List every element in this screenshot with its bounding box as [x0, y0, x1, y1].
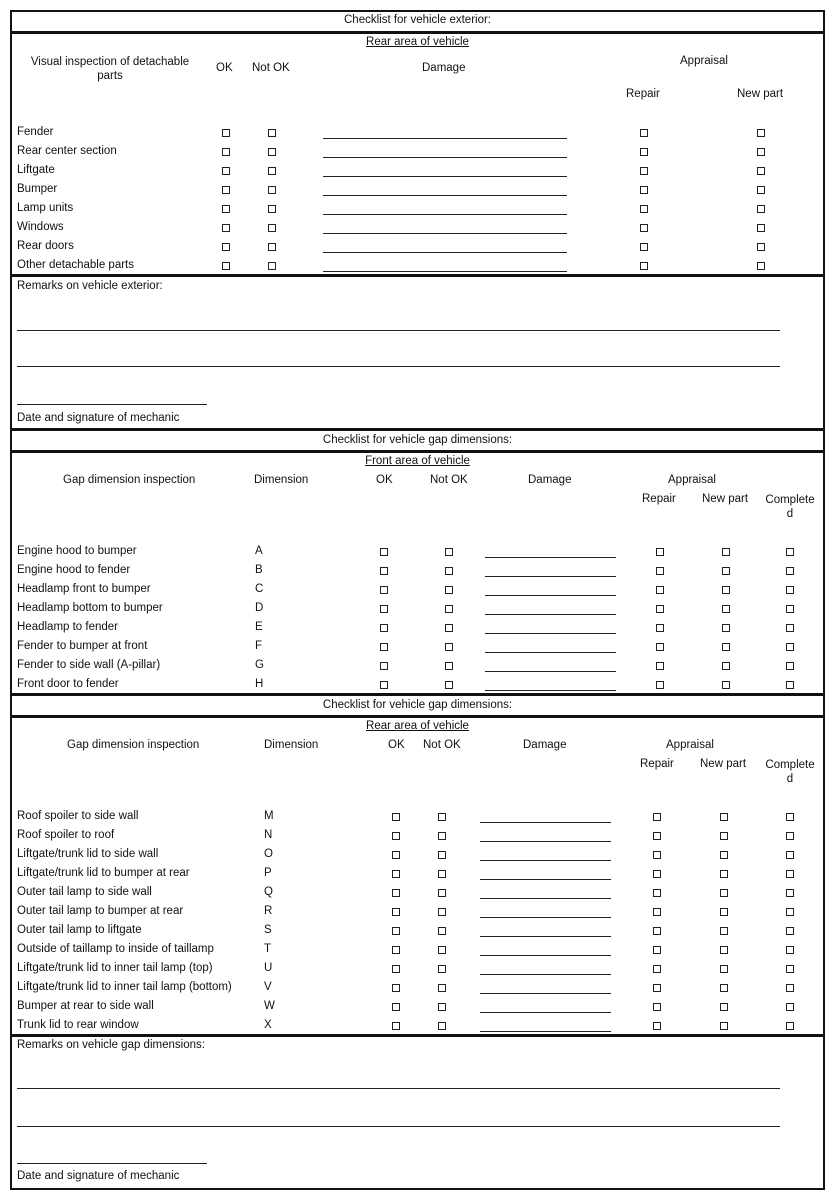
ok-checkbox[interactable]	[380, 605, 388, 613]
signature-line[interactable]	[17, 404, 207, 405]
ok-checkbox[interactable]	[222, 186, 230, 194]
row-dimension: H	[255, 678, 264, 690]
row-dimension: E	[255, 621, 263, 633]
row-dimension: O	[264, 848, 273, 860]
header-not-ok: Not OK	[252, 62, 290, 74]
repair-checkbox[interactable]	[656, 605, 664, 613]
repair-checkbox[interactable]	[640, 148, 648, 156]
not-ok-checkbox[interactable]	[438, 870, 446, 878]
new-part-checkbox[interactable]	[720, 1022, 728, 1030]
new-part-checkbox[interactable]	[722, 548, 730, 556]
damage-line[interactable]	[480, 879, 611, 880]
repair-checkbox[interactable]	[656, 567, 664, 575]
exterior-signature-label: Date and signature of mechanic	[17, 412, 180, 424]
repair-checkbox[interactable]	[653, 927, 661, 935]
ok-checkbox[interactable]	[392, 889, 400, 897]
exterior-remarks-label: Remarks on vehicle exterior:	[17, 280, 163, 292]
not-ok-checkbox[interactable]	[445, 586, 453, 594]
ok-checkbox[interactable]	[222, 148, 230, 156]
row-dimension: S	[264, 924, 272, 936]
ok-checkbox[interactable]	[380, 681, 388, 689]
not-ok-checkbox[interactable]	[438, 908, 446, 916]
row-dimension: X	[264, 1019, 272, 1031]
damage-line[interactable]	[480, 955, 611, 956]
ok-checkbox[interactable]	[392, 1022, 400, 1030]
completed-checkbox[interactable]	[786, 624, 794, 632]
ok-checkbox[interactable]	[392, 984, 400, 992]
not-ok-checkbox[interactable]	[445, 567, 453, 575]
new-part-checkbox[interactable]	[720, 851, 728, 859]
row-label: Headlamp to fender	[17, 621, 119, 633]
completed-checkbox[interactable]	[786, 567, 794, 575]
divider	[10, 274, 825, 277]
ok-checkbox[interactable]	[392, 1003, 400, 1011]
damage-line[interactable]	[485, 633, 616, 634]
completed-checkbox[interactable]	[786, 605, 794, 613]
completed-checkbox[interactable]	[786, 548, 794, 556]
header-ok: OK	[388, 739, 405, 751]
repair-checkbox[interactable]	[640, 129, 648, 137]
repair-checkbox[interactable]	[640, 186, 648, 194]
repair-checkbox[interactable]	[656, 662, 664, 670]
ok-checkbox[interactable]	[392, 908, 400, 916]
row-label: Outer tail lamp to liftgate	[17, 924, 142, 936]
row-label: Liftgate/trunk lid to inner tail lamp (bottom)	[17, 981, 232, 993]
damage-line[interactable]	[485, 595, 616, 596]
divider	[10, 428, 825, 431]
repair-checkbox[interactable]	[656, 548, 664, 556]
divider	[10, 693, 825, 696]
not-ok-checkbox[interactable]	[438, 851, 446, 859]
ok-checkbox[interactable]	[392, 927, 400, 935]
new-part-checkbox[interactable]	[720, 813, 728, 821]
damage-line[interactable]	[485, 576, 616, 577]
not-ok-checkbox[interactable]	[438, 984, 446, 992]
completed-checkbox[interactable]	[786, 681, 794, 689]
ok-checkbox[interactable]	[380, 662, 388, 670]
repair-checkbox[interactable]	[653, 984, 661, 992]
row-label: Fender	[17, 126, 54, 138]
new-part-checkbox[interactable]	[757, 243, 765, 251]
new-part-checkbox[interactable]	[722, 681, 730, 689]
row-dimension: V	[264, 981, 272, 993]
ok-checkbox[interactable]	[380, 548, 388, 556]
gap-rear-title: Checklist for vehicle gap dimensions:	[322, 699, 513, 711]
row-dimension: Q	[264, 886, 273, 898]
divider	[10, 450, 825, 453]
damage-line[interactable]	[480, 1031, 611, 1032]
new-part-checkbox[interactable]	[720, 946, 728, 954]
header-damage: Damage	[523, 739, 567, 751]
header-inspection: Gap dimension inspection	[63, 474, 196, 486]
damage-line[interactable]	[480, 1012, 611, 1013]
header-not-ok: Not OK	[430, 474, 468, 486]
repair-checkbox[interactable]	[640, 205, 648, 213]
new-part-checkbox[interactable]	[720, 870, 728, 878]
not-ok-checkbox[interactable]	[438, 927, 446, 935]
gap-front-subtitle: Front area of vehicle	[365, 455, 470, 467]
header-damage: Damage	[422, 62, 466, 74]
repair-checkbox[interactable]	[653, 965, 661, 973]
row-dimension: U	[264, 962, 273, 974]
ok-checkbox[interactable]	[380, 624, 388, 632]
row-label: Windows	[17, 221, 64, 233]
repair-checkbox[interactable]	[653, 1003, 661, 1011]
damage-line[interactable]	[485, 690, 616, 691]
new-part-checkbox[interactable]	[722, 567, 730, 575]
repair-checkbox[interactable]	[656, 681, 664, 689]
new-part-checkbox[interactable]	[757, 129, 765, 137]
not-ok-checkbox[interactable]	[438, 889, 446, 897]
row-dimension: W	[264, 1000, 275, 1012]
damage-line[interactable]	[480, 860, 611, 861]
header-new-part: New part	[737, 88, 784, 100]
repair-checkbox[interactable]	[653, 889, 661, 897]
row-label: Trunk lid to rear window	[17, 1019, 139, 1031]
ok-checkbox[interactable]	[222, 243, 230, 251]
ok-checkbox[interactable]	[222, 205, 230, 213]
repair-checkbox[interactable]	[656, 586, 664, 594]
ok-checkbox[interactable]	[392, 813, 400, 821]
header-appraisal: Appraisal	[666, 739, 714, 751]
damage-line[interactable]	[480, 917, 611, 918]
ok-checkbox[interactable]	[222, 262, 230, 270]
repair-checkbox[interactable]	[653, 908, 661, 916]
row-label: Lamp units	[17, 202, 74, 214]
new-part-checkbox[interactable]	[720, 1003, 728, 1011]
repair-checkbox[interactable]	[653, 870, 661, 878]
divider	[10, 715, 825, 718]
repair-checkbox[interactable]	[653, 832, 661, 840]
damage-line[interactable]	[485, 652, 616, 653]
repair-checkbox[interactable]	[640, 167, 648, 175]
row-label: Fender to side wall (A-pillar)	[17, 659, 161, 671]
not-ok-checkbox[interactable]	[445, 624, 453, 632]
repair-checkbox[interactable]	[653, 946, 661, 954]
damage-line[interactable]	[323, 195, 567, 196]
row-label: Bumper at rear to side wall	[17, 1000, 154, 1012]
header-repair: Repair	[642, 493, 676, 505]
damage-line[interactable]	[323, 271, 567, 272]
new-part-checkbox[interactable]	[757, 186, 765, 194]
row-label: Liftgate/trunk lid to bumper at rear	[17, 867, 190, 879]
new-part-checkbox[interactable]	[722, 643, 730, 651]
divider	[10, 31, 825, 34]
row-label: Rear center section	[17, 145, 117, 157]
header-ok: OK	[376, 474, 393, 486]
completed-checkbox[interactable]	[786, 908, 794, 916]
damage-line[interactable]	[323, 157, 567, 158]
row-label: Rear doors	[17, 240, 74, 252]
not-ok-checkbox[interactable]	[268, 243, 276, 251]
completed-checkbox[interactable]	[786, 643, 794, 651]
ok-checkbox[interactable]	[392, 870, 400, 878]
not-ok-checkbox[interactable]	[445, 662, 453, 670]
not-ok-checkbox[interactable]	[268, 148, 276, 156]
repair-checkbox[interactable]	[653, 851, 661, 859]
ok-checkbox[interactable]	[380, 586, 388, 594]
repair-checkbox[interactable]	[640, 262, 648, 270]
ok-checkbox[interactable]	[392, 965, 400, 973]
damage-line[interactable]	[480, 822, 611, 823]
row-dimension: B	[255, 564, 263, 576]
not-ok-checkbox[interactable]	[438, 1003, 446, 1011]
row-label: Roof spoiler to roof	[17, 829, 115, 841]
not-ok-checkbox[interactable]	[438, 965, 446, 973]
not-ok-checkbox[interactable]	[268, 205, 276, 213]
repair-checkbox[interactable]	[653, 1022, 661, 1030]
row-label: Outer tail lamp to bumper at rear	[17, 905, 184, 917]
remarks-line[interactable]	[17, 1088, 780, 1089]
completed-checkbox[interactable]	[786, 946, 794, 954]
damage-line[interactable]	[480, 841, 611, 842]
row-label: Fender to bumper at front	[17, 640, 148, 652]
row-dimension: C	[255, 583, 264, 595]
row-dimension: D	[255, 602, 264, 614]
damage-line[interactable]	[323, 233, 567, 234]
header-new-part: New part	[700, 758, 747, 770]
ok-checkbox[interactable]	[222, 167, 230, 175]
new-part-checkbox[interactable]	[722, 586, 730, 594]
damage-line[interactable]	[485, 557, 616, 558]
completed-checkbox[interactable]	[786, 813, 794, 821]
new-part-checkbox[interactable]	[722, 624, 730, 632]
not-ok-checkbox[interactable]	[445, 548, 453, 556]
row-dimension: P	[264, 867, 272, 879]
row-label: Other detachable parts	[17, 259, 134, 271]
header-repair: Repair	[626, 88, 660, 100]
completed-checkbox[interactable]	[786, 586, 794, 594]
header-ok: OK	[216, 62, 233, 74]
row-label: Engine hood to fender	[17, 564, 131, 576]
new-part-checkbox[interactable]	[720, 889, 728, 897]
remarks-line[interactable]	[17, 330, 780, 331]
new-part-checkbox[interactable]	[720, 927, 728, 935]
ok-checkbox[interactable]	[222, 129, 230, 137]
row-dimension: R	[264, 905, 273, 917]
new-part-checkbox[interactable]	[722, 605, 730, 613]
row-dimension: M	[264, 810, 274, 822]
row-label: Headlamp bottom to bumper	[17, 602, 163, 614]
completed-checkbox[interactable]	[786, 1022, 794, 1030]
row-label: Roof spoiler to side wall	[17, 810, 139, 822]
exterior-title: Checklist for vehicle exterior:	[344, 14, 491, 26]
header-not-ok: Not OK	[423, 739, 461, 751]
not-ok-checkbox[interactable]	[268, 129, 276, 137]
repair-checkbox[interactable]	[640, 243, 648, 251]
completed-checkbox[interactable]	[786, 851, 794, 859]
not-ok-checkbox[interactable]	[438, 946, 446, 954]
row-label: Engine hood to bumper	[17, 545, 137, 557]
row-label: Liftgate/trunk lid to inner tail lamp (top)	[17, 962, 213, 974]
not-ok-checkbox[interactable]	[445, 643, 453, 651]
remarks-line[interactable]	[17, 1126, 780, 1127]
row-label: Headlamp front to bumper	[17, 583, 151, 595]
row-label: Outer tail lamp to side wall	[17, 886, 152, 898]
header-appraisal: Appraisal	[680, 55, 728, 67]
row-dimension: F	[255, 640, 263, 652]
repair-checkbox[interactable]	[653, 813, 661, 821]
new-part-checkbox[interactable]	[757, 148, 765, 156]
new-part-checkbox[interactable]	[757, 167, 765, 175]
not-ok-checkbox[interactable]	[438, 813, 446, 821]
damage-line[interactable]	[485, 671, 616, 672]
row-dimension: G	[255, 659, 264, 671]
not-ok-checkbox[interactable]	[438, 832, 446, 840]
new-part-checkbox[interactable]	[722, 662, 730, 670]
completed-checkbox[interactable]	[786, 889, 794, 897]
row-dimension: A	[255, 545, 263, 557]
not-ok-checkbox[interactable]	[268, 262, 276, 270]
ok-checkbox[interactable]	[380, 567, 388, 575]
form-frame	[10, 10, 825, 1190]
new-part-checkbox[interactable]	[720, 984, 728, 992]
repair-checkbox[interactable]	[656, 643, 664, 651]
ok-checkbox[interactable]	[392, 946, 400, 954]
completed-checkbox[interactable]	[786, 870, 794, 878]
ok-checkbox[interactable]	[380, 643, 388, 651]
damage-line[interactable]	[480, 974, 611, 975]
damage-line[interactable]	[485, 614, 616, 615]
completed-checkbox[interactable]	[786, 965, 794, 973]
gap-remarks-label: Remarks on vehicle gap dimensions:	[17, 1039, 205, 1051]
new-part-checkbox[interactable]	[757, 262, 765, 270]
damage-line[interactable]	[323, 214, 567, 215]
repair-checkbox[interactable]	[656, 624, 664, 632]
header-completed: Complete d	[765, 759, 815, 785]
completed-checkbox[interactable]	[786, 1003, 794, 1011]
ok-checkbox[interactable]	[392, 832, 400, 840]
row-dimension: N	[264, 829, 273, 841]
header-inspection: Visual inspection of detachable parts	[30, 56, 190, 82]
damage-line[interactable]	[480, 993, 611, 994]
gap-front-title: Checklist for vehicle gap dimensions:	[322, 434, 513, 446]
damage-line[interactable]	[323, 138, 567, 139]
gap-signature-label: Date and signature of mechanic	[17, 1170, 180, 1182]
new-part-checkbox[interactable]	[720, 908, 728, 916]
damage-line[interactable]	[480, 936, 611, 937]
row-label: Outside of taillamp to inside of taillamp	[17, 943, 214, 955]
not-ok-checkbox[interactable]	[268, 186, 276, 194]
gap-rear-subtitle: Rear area of vehicle	[366, 720, 469, 732]
header-completed: Complete d	[765, 494, 815, 520]
damage-line[interactable]	[323, 252, 567, 253]
header-dimension: Dimension	[264, 739, 319, 751]
damage-line[interactable]	[480, 898, 611, 899]
damage-line[interactable]	[323, 176, 567, 177]
completed-checkbox[interactable]	[786, 984, 794, 992]
ok-checkbox[interactable]	[392, 851, 400, 859]
exterior-subtitle: Rear area of vehicle	[366, 36, 469, 48]
signature-line[interactable]	[17, 1163, 207, 1164]
repair-checkbox[interactable]	[640, 224, 648, 232]
ok-checkbox[interactable]	[222, 224, 230, 232]
divider	[10, 1034, 825, 1037]
completed-checkbox[interactable]	[786, 927, 794, 935]
completed-checkbox[interactable]	[786, 662, 794, 670]
row-label: Bumper	[17, 183, 58, 195]
new-part-checkbox[interactable]	[720, 965, 728, 973]
header-repair: Repair	[640, 758, 674, 770]
header-appraisal: Appraisal	[668, 474, 716, 486]
row-dimension: T	[264, 943, 272, 955]
new-part-checkbox[interactable]	[757, 224, 765, 232]
header-new-part: New part	[702, 493, 749, 505]
new-part-checkbox[interactable]	[757, 205, 765, 213]
not-ok-checkbox[interactable]	[438, 1022, 446, 1030]
not-ok-checkbox[interactable]	[445, 605, 453, 613]
remarks-line[interactable]	[17, 366, 780, 367]
not-ok-checkbox[interactable]	[268, 167, 276, 175]
not-ok-checkbox[interactable]	[268, 224, 276, 232]
row-label: Liftgate/trunk lid to side wall	[17, 848, 159, 860]
row-label: Liftgate	[17, 164, 55, 176]
not-ok-checkbox[interactable]	[445, 681, 453, 689]
new-part-checkbox[interactable]	[720, 832, 728, 840]
header-dimension: Dimension	[254, 474, 309, 486]
completed-checkbox[interactable]	[786, 832, 794, 840]
row-label: Front door to fender	[17, 678, 119, 690]
header-inspection: Gap dimension inspection	[67, 739, 200, 751]
header-damage: Damage	[528, 474, 572, 486]
